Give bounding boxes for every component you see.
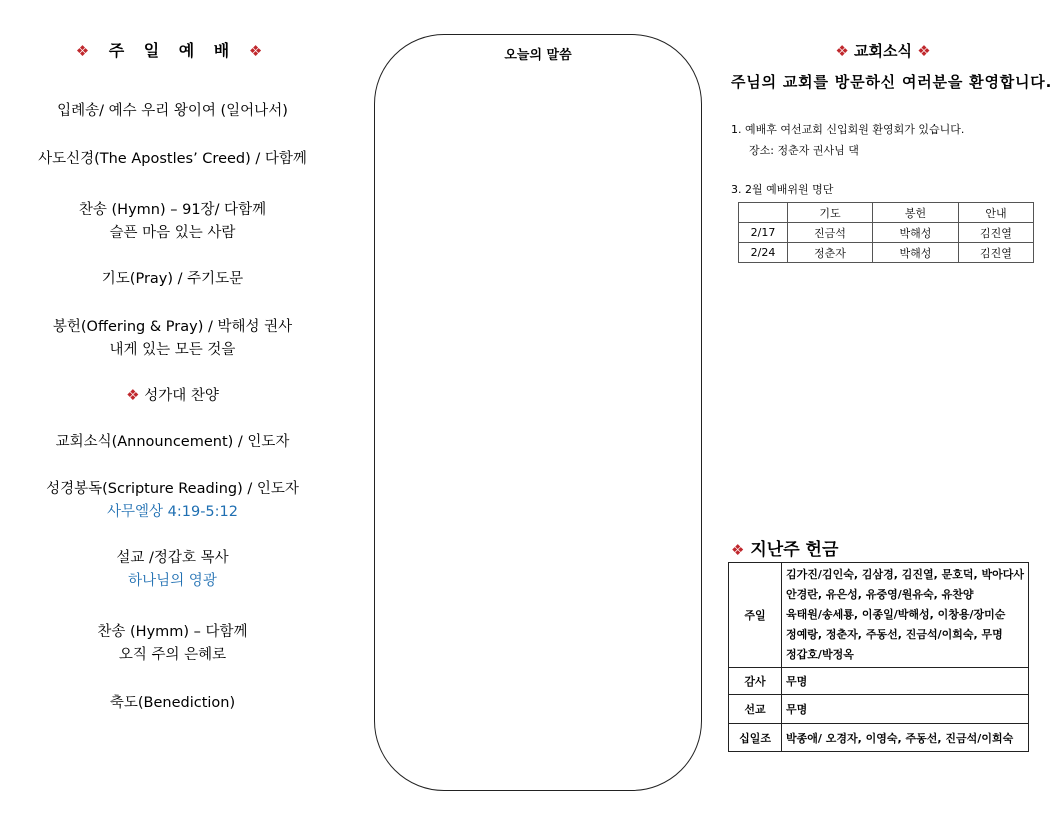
- offering-category: 십일조: [729, 724, 782, 752]
- order-item-scripture: 성경봉독(Scripture Reading) / 인도자 사무엘상 4:19-5:12: [20, 478, 325, 524]
- table-cell: 김진열: [959, 223, 1034, 243]
- table-header-cell: 안내: [959, 203, 1034, 223]
- order-item-choir: ❖ 성가대 찬양: [126, 386, 219, 404]
- notice-3: 3. 2월 예배위원 명단: [731, 183, 834, 196]
- table-header-cell: [739, 203, 788, 223]
- table-row: [739, 243, 1034, 263]
- diamond-icon: ❖: [835, 42, 849, 60]
- order-item-closing-hymn: 찬송 (Hymm) – 다함께 오직 주의 은혜로: [97, 624, 248, 663]
- diamond-icon: ❖: [126, 386, 140, 404]
- offering-names: 김가진/김인숙, 김삼경, 김진열, 문호덕, 박아다사 안경란, 유은성, 유중영/원유숙, 유찬양 육태원/송세룡, 이종일/박해성, 이창용/장미순 정예랑, 정춘자, 주동선, 진금석/이희숙, 무명 정갑호/박정옥: [782, 563, 1029, 668]
- table-cell: 2/24: [739, 243, 788, 263]
- offering-names: 박종애/ 오경자, 이영숙, 주동선, 진금석/이희숙: [782, 724, 1029, 752]
- notice-1-place: 장소: 정춘자 권사님 댁: [749, 144, 859, 157]
- table-row: [739, 223, 1034, 243]
- table-cell: 박해성: [873, 223, 959, 243]
- church-news-title: ❖ 교회소식 ❖: [835, 42, 931, 60]
- diamond-icon: ❖: [731, 541, 745, 559]
- order-item-prayer: 기도(Pray) / 주기도문: [101, 271, 244, 287]
- notice-1: 1. 예배후 여선교회 신입회원 환영회가 있습니다.: [731, 123, 965, 136]
- table-cell: 정춘자: [788, 243, 873, 263]
- table-header-cell: 봉헌: [873, 203, 959, 223]
- offering-names: 무명: [782, 695, 1029, 724]
- table-header-cell: 기도: [788, 203, 873, 223]
- worship-title: ❖ 주 일 예 배 ❖: [75, 41, 270, 60]
- table-header-row: [739, 203, 1034, 223]
- table-row: [729, 668, 1029, 695]
- offering-category: 주일: [729, 563, 782, 668]
- order-item-announcement: 교회소식(Announcement) / 인도자: [55, 434, 290, 450]
- todays-word-title: 오늘의 말씀: [504, 48, 572, 63]
- offering-category: 감사: [729, 668, 782, 695]
- offering-category: 선교: [729, 695, 782, 724]
- order-item-entrance-hymn: 입례송/ 예수 우리 왕이여 (일어나서): [57, 103, 288, 119]
- order-item-benediction: 축도(Benediction): [109, 695, 236, 711]
- order-item-offering: 봉헌(Offering & Pray) / 박해성 권사 내게 있는 모든 것을: [52, 319, 293, 358]
- table-row: [729, 563, 1029, 668]
- order-item-hymn: 찬송 (Hymn) – 91장/ 다함께 슬픈 마음 있는 사람: [78, 202, 267, 241]
- order-item-apostles-creed: 사도신경(The Apostles’ Creed) / 다함께: [38, 151, 307, 167]
- diamond-icon: ❖: [248, 42, 270, 60]
- table-row: [729, 724, 1029, 752]
- table-cell: 김진열: [959, 243, 1034, 263]
- worship-committee-table: [738, 202, 1034, 263]
- diamond-icon: ❖: [917, 42, 931, 60]
- table-row: [729, 695, 1029, 724]
- scripture-reference: 사무엘상 4:19-5:12: [107, 504, 238, 520]
- table-cell: 2/17: [739, 223, 788, 243]
- table-cell: 박해성: [873, 243, 959, 263]
- todays-word-panel: [374, 34, 702, 791]
- order-item-sermon: 설교 /정갑호 목사 하나님의 영광: [20, 547, 325, 593]
- offering-title: ❖ 지난주 헌금: [731, 540, 839, 560]
- offering-names: 무명: [782, 668, 1029, 695]
- diamond-icon: ❖: [75, 42, 97, 60]
- offering-table: [728, 562, 1029, 752]
- welcome-message: 주님의 교회를 방문하신 여러분을 환영합니다.: [731, 73, 1053, 91]
- sermon-title: 하나님의 영광: [128, 573, 217, 589]
- table-cell: 진금석: [788, 223, 873, 243]
